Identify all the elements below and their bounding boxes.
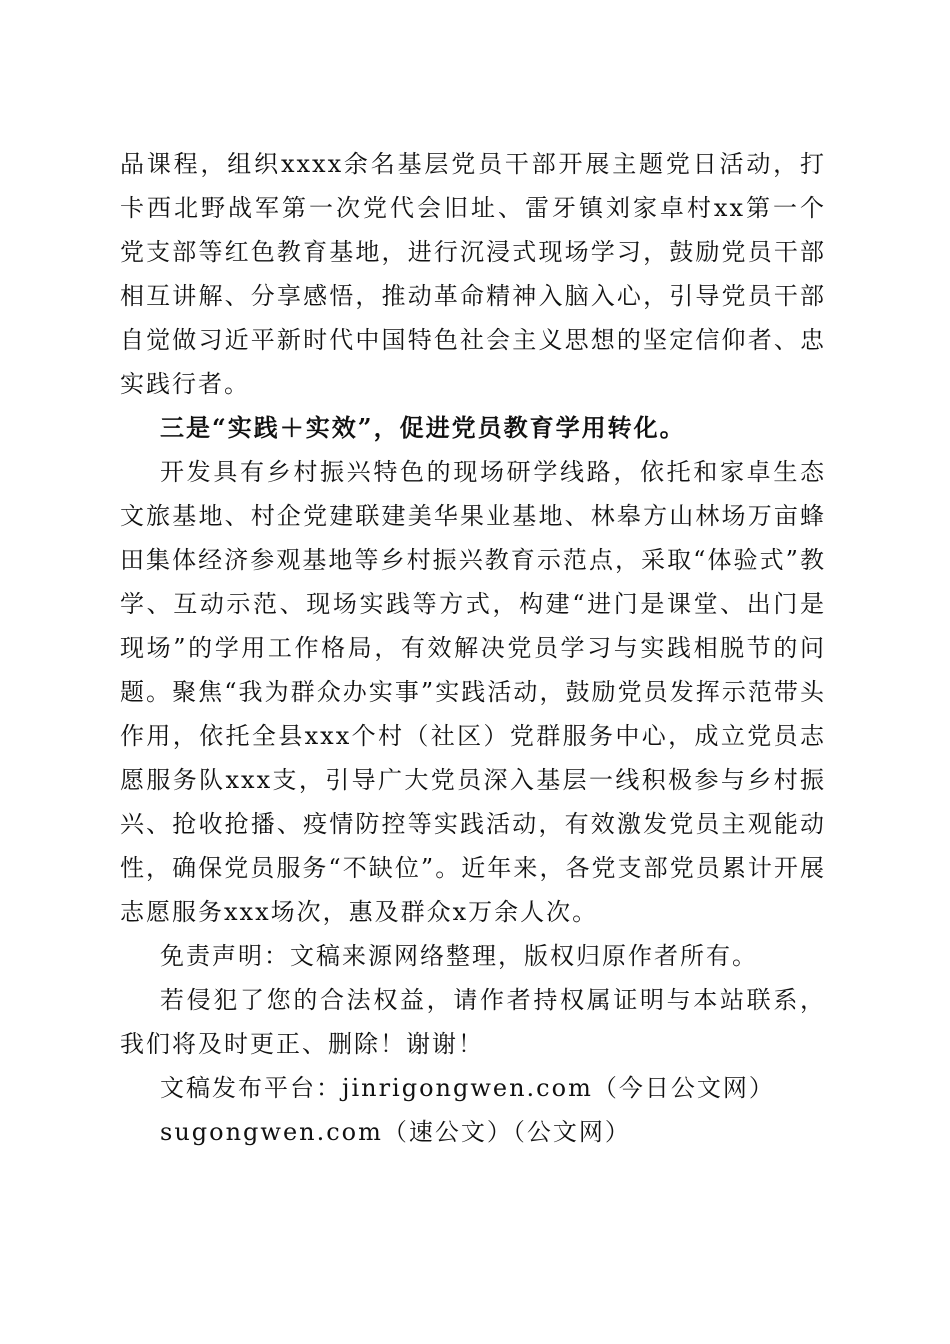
paragraph-practice: 开发具有乡村振兴特色的现场研学线路，依托和家卓生态文旅基地、村企党建联建美华果业基地、林皋方山林场万亩蜂田集体经济参观基地等乡村振兴教育示范点，采取“体验式”教学、互动示范、现场实践等方式，构建“进门是课堂、出门是现场”的学用工作格局，有效解决党员学习与实践相脱节的问题。聚焦“我为群众办实事”实践活动，鼓励党员发挥示范带头作用，依托全县xxx个村（社区）党群服务中心，成立党员志愿服务队xxx支，引导广大党员深入基层一线积极参与乡村振兴、抢收抢播、疫情防控等实践活动，有效激发党员主观能动性，确保党员服务“不缺位”。近年来，各党支部党员累计开展志愿服务xxx场次，惠及群众x万余人次。 xyxy=(120,458,826,926)
publish-platform-line-2: sugongwen.com（速公文）（公文网） xyxy=(160,1118,631,1146)
paragraph-continuation: 品课程，组织xxxx余名基层党员干部开展主题党日活动，打卡西北野战军第一次党代会旧址、雷牙镇刘家卓村xx第一个党支部等红色教育基地，进行沉浸式现场学习，鼓励党员干部相互讲解、分享感悟，推动革命精神入脑入心，引导党员干部自觉做习近平新时代中国特色社会主义思想的坚定信仰者、忠实践行者。 xyxy=(120,150,826,398)
document-body xyxy=(120,142,826,1154)
copyright-notice: 若侵犯了您的合法权益，请作者持权属证明与本站联系，我们将及时更正、删除！谢谢！ xyxy=(120,986,826,1058)
disclaimer-line: 免责声明：文稿来源网络整理，版权归原作者所有。 xyxy=(160,942,758,970)
publish-platform-line: 文稿发布平台：jinrigongwen.com（今日公文网） xyxy=(160,1074,775,1102)
section-heading: 三是“实践＋实效”，促进党员教育学用转化。 xyxy=(160,413,686,442)
